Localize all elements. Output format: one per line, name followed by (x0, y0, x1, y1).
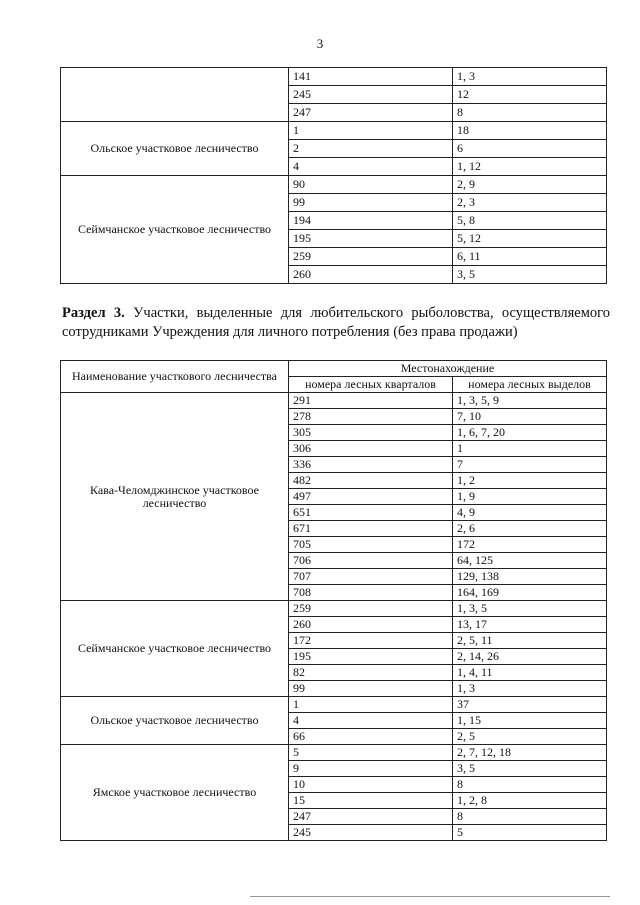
plots-cell: 172 (453, 537, 607, 553)
quarter-cell: 4 (289, 713, 453, 729)
header-quarters: номера лесных кварталов (289, 377, 453, 393)
table-row (61, 601, 607, 617)
quarter-cell: 194 (289, 212, 453, 230)
plots-cell: 2, 14, 26 (453, 649, 607, 665)
quarter-cell: 90 (289, 176, 453, 194)
forestry-name-cell: Сеймчанское участковое лесничество (61, 176, 289, 284)
quarter-cell: 260 (289, 266, 453, 284)
quarter-cell: 278 (289, 409, 453, 425)
quarter-cell: 82 (289, 665, 453, 681)
plots-cell: 2, 3 (453, 194, 607, 212)
plots-cell: 37 (453, 697, 607, 713)
forestry-name-cell: Ямское участковое лесничество (61, 745, 289, 841)
plots-cell: 1, 12 (453, 158, 607, 176)
plots-cell: 64, 125 (453, 553, 607, 569)
quarter-cell: 306 (289, 441, 453, 457)
plots-cell: 1, 2, 8 (453, 793, 607, 809)
quarter-cell: 706 (289, 553, 453, 569)
plots-cell: 1, 9 (453, 489, 607, 505)
plots-cell: 5, 12 (453, 230, 607, 248)
quarter-cell: 15 (289, 793, 453, 809)
plots-cell: 13, 17 (453, 617, 607, 633)
plots-cell: 1, 3 (453, 681, 607, 697)
quarter-cell: 195 (289, 230, 453, 248)
plots-cell: 3, 5 (453, 761, 607, 777)
quarter-cell: 141 (289, 68, 453, 86)
table-row (61, 68, 607, 86)
plots-cell: 164, 169 (453, 585, 607, 601)
plots-cell: 6, 11 (453, 248, 607, 266)
quarter-cell: 247 (289, 809, 453, 825)
quarter-cell: 1 (289, 122, 453, 140)
quarter-cell: 10 (289, 777, 453, 793)
quarter-cell: 195 (289, 649, 453, 665)
section-label: Раздел 3. (62, 305, 125, 321)
quarter-cell: 708 (289, 585, 453, 601)
quarter-cell: 305 (289, 425, 453, 441)
quarter-cell: 671 (289, 521, 453, 537)
quarter-cell: 2 (289, 140, 453, 158)
forestry-name-cell: Ольское участковое лесничество (61, 697, 289, 745)
plots-cell: 1 (453, 441, 607, 457)
plots-cell: 5, 8 (453, 212, 607, 230)
plots-cell: 1, 2 (453, 473, 607, 489)
table-row (61, 176, 607, 194)
forestry-name-cell: Кава-Челомджинское участковое лесничество (61, 393, 289, 601)
quarter-cell: 247 (289, 104, 453, 122)
section-text: Участки, выделенные для любительского рыболовства, осуществляемого сотрудниками Учреждения для личного потребления (без права продажи) (62, 305, 611, 340)
forestry-name-cell (61, 68, 289, 122)
quarter-cell: 1 (289, 697, 453, 713)
header-name-col: Наименование участкового лесничества (61, 361, 289, 393)
table-row (61, 122, 607, 140)
plots-cell: 2, 5 (453, 729, 607, 745)
plots-cell: 8 (453, 777, 607, 793)
plots-cell: 18 (453, 122, 607, 140)
quarter-cell: 291 (289, 393, 453, 409)
plots-cell: 2, 9 (453, 176, 607, 194)
table-row (61, 745, 607, 761)
quarter-cell: 497 (289, 489, 453, 505)
quarter-cell: 172 (289, 633, 453, 649)
quarter-cell: 245 (289, 825, 453, 841)
plots-cell: 2, 6 (453, 521, 607, 537)
plots-cell: 4, 9 (453, 505, 607, 521)
plots-cell: 3, 5 (453, 266, 607, 284)
header-location: Местонахождение (289, 361, 607, 377)
plots-cell: 1, 3, 5, 9 (453, 393, 607, 409)
quarter-cell: 482 (289, 473, 453, 489)
plots-cell: 1, 15 (453, 713, 607, 729)
quarter-cell: 99 (289, 194, 453, 212)
plots-cell: 8 (453, 809, 607, 825)
quarter-cell: 99 (289, 681, 453, 697)
quarter-cell: 707 (289, 569, 453, 585)
quarter-cell: 651 (289, 505, 453, 521)
fishing-areas-table (60, 360, 607, 841)
plots-cell: 7 (453, 457, 607, 473)
quarter-cell: 5 (289, 745, 453, 761)
plots-cell: 1, 6, 7, 20 (453, 425, 607, 441)
forestry-name-cell: Ольское участковое лесничество (61, 122, 289, 176)
table-row (61, 697, 607, 713)
quarter-cell: 245 (289, 86, 453, 104)
plots-cell: 1, 4, 11 (453, 665, 607, 681)
plots-cell: 6 (453, 140, 607, 158)
plots-cell: 129, 138 (453, 569, 607, 585)
plots-cell: 2, 7, 12, 18 (453, 745, 607, 761)
quarter-cell: 259 (289, 601, 453, 617)
plots-cell: 8 (453, 104, 607, 122)
table-row (61, 393, 607, 409)
plots-cell: 7, 10 (453, 409, 607, 425)
quarter-cell: 260 (289, 617, 453, 633)
quarter-cell: 9 (289, 761, 453, 777)
plots-cell: 5 (453, 825, 607, 841)
plots-cell: 12 (453, 86, 607, 104)
quarter-cell: 705 (289, 537, 453, 553)
forestry-name-cell: Сеймчанское участковое лесничество (61, 601, 289, 697)
quarter-cell: 4 (289, 158, 453, 176)
quarter-cell: 259 (289, 248, 453, 266)
scan-edge-line (250, 896, 610, 897)
plots-cell: 1, 3 (453, 68, 607, 86)
quarter-cell: 336 (289, 457, 453, 473)
quarter-cell: 66 (289, 729, 453, 745)
section-heading (62, 304, 610, 342)
page-number: 3 (316, 36, 324, 51)
forestry-table-continued (60, 67, 607, 284)
plots-cell: 1, 3, 5 (453, 601, 607, 617)
header-plots: номера лесных выделов (453, 377, 607, 393)
plots-cell: 2, 5, 11 (453, 633, 607, 649)
